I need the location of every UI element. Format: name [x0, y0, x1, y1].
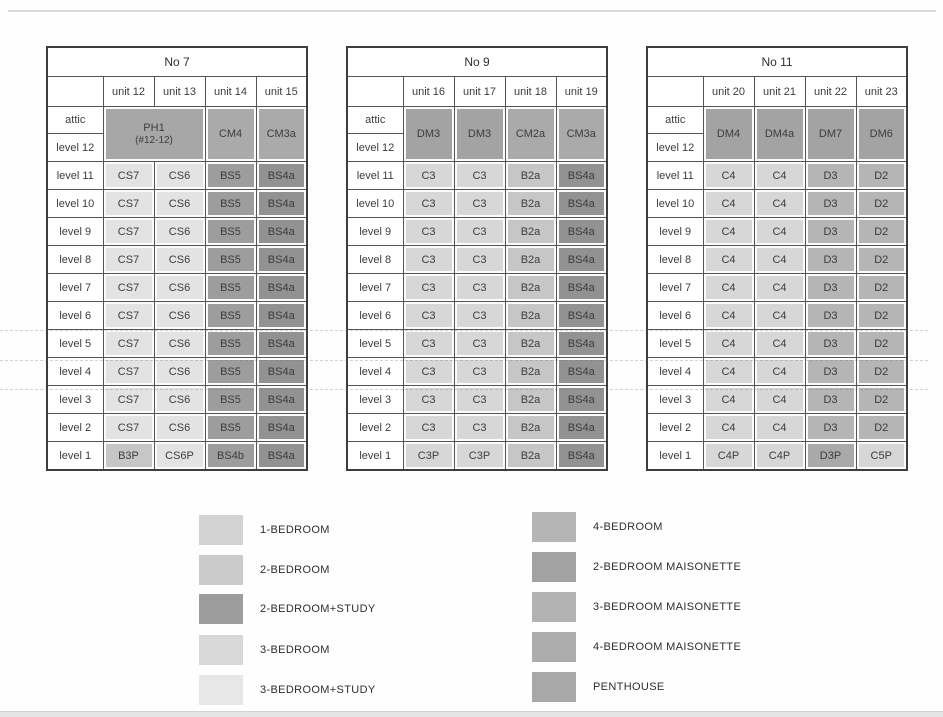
unit-cell: CS7: [103, 246, 154, 274]
table-row: [47, 442, 307, 471]
level-label: level 3: [647, 386, 703, 414]
unit-cell: B2a: [505, 358, 556, 386]
unit-cell: C3: [403, 302, 454, 330]
unit-cell: [856, 107, 907, 162]
unit-cell: C3: [454, 274, 505, 302]
level-label: level 9: [647, 218, 703, 246]
unit-cell: D3: [805, 358, 856, 386]
unit-cell: C4P: [703, 442, 754, 471]
level-label: level 8: [47, 246, 103, 274]
legend-swatch: [532, 552, 576, 582]
unit-cell: BS4a: [256, 218, 307, 246]
level-label: level 3: [47, 386, 103, 414]
unit-cell: BS5: [205, 218, 256, 246]
unit-cell: D2: [856, 386, 907, 414]
legend-label: 3-BEDROOM MAISONETTE: [593, 601, 742, 613]
unit-header: unit 17: [454, 77, 505, 107]
table-row: [647, 162, 907, 190]
unit-cell: D3: [805, 274, 856, 302]
unit-header: unit 16: [403, 77, 454, 107]
level-label: level 10: [647, 190, 703, 218]
unit-cell: BS4a: [556, 442, 607, 471]
unit-cell: [556, 107, 607, 162]
unit-cell: C4: [703, 274, 754, 302]
unit-cell: C3: [454, 246, 505, 274]
unit-cell: C4: [703, 162, 754, 190]
unit-cell: B2a: [505, 414, 556, 442]
level-label: level 2: [47, 414, 103, 442]
unit-cell: D3P: [805, 442, 856, 471]
unit-cell: B2a: [505, 190, 556, 218]
unit-cell: D3: [805, 386, 856, 414]
legend-row: [532, 512, 663, 542]
unit-cell: C4P: [754, 442, 805, 471]
unit-code: CM4: [218, 128, 243, 140]
unit-cell: C3: [403, 274, 454, 302]
table-row: [647, 414, 907, 442]
table-row: [347, 107, 607, 134]
unit-cell: D2: [856, 330, 907, 358]
unit-cell: BS5: [205, 162, 256, 190]
unit-cell: [454, 107, 505, 162]
scan-artifact-dash-line: [0, 330, 928, 331]
unit-code: CM2a: [515, 128, 546, 140]
unit-cell: C4: [703, 246, 754, 274]
unit-cell: C4: [703, 414, 754, 442]
table-row: [47, 246, 307, 274]
unit-cell: [805, 107, 856, 162]
unit-cell: C3: [403, 330, 454, 358]
unit-header: unit 22: [805, 77, 856, 107]
table-row: [347, 246, 607, 274]
table-row: [647, 246, 907, 274]
unit-cell: [403, 107, 454, 162]
table-row: [647, 107, 907, 134]
unit-cell: BS4a: [556, 302, 607, 330]
unit-cell: C3P: [454, 442, 505, 471]
unit-cell: C3: [454, 302, 505, 330]
unit-cell: BS5: [205, 330, 256, 358]
table-row: [47, 414, 307, 442]
table-row: [647, 77, 907, 107]
unit-cell: C3: [454, 218, 505, 246]
legend-swatch: [532, 592, 576, 622]
level-label: level 10: [47, 190, 103, 218]
unit-cell: D3: [805, 330, 856, 358]
unit-cell: B2a: [505, 386, 556, 414]
unit-cell: BS5: [205, 190, 256, 218]
level-label: level 7: [647, 274, 703, 302]
unit-header: unit 13: [154, 77, 205, 107]
unit-cell: C4: [754, 386, 805, 414]
legend-swatch: [532, 512, 576, 542]
level-label: level 1: [347, 442, 403, 471]
table-row: [347, 190, 607, 218]
unit-cell: CS6: [154, 330, 205, 358]
unit-cell: BS4a: [256, 246, 307, 274]
level-label: level 4: [347, 358, 403, 386]
unit-cell: CS6: [154, 274, 205, 302]
level-label: level 6: [347, 302, 403, 330]
level-label: level 5: [647, 330, 703, 358]
corner-cell: [347, 77, 403, 107]
unit-code: CM3a: [566, 128, 596, 140]
unit-cell: C3: [454, 386, 505, 414]
level-label: level 9: [47, 218, 103, 246]
unit-cell: CS7: [103, 386, 154, 414]
level-label: level 7: [347, 274, 403, 302]
unit-cell: C4: [754, 218, 805, 246]
unit-cell: CS6: [154, 190, 205, 218]
legend-swatch: [199, 594, 243, 624]
level-label: attic: [347, 107, 403, 134]
unit-cell: C4: [703, 330, 754, 358]
unit-cell: C3P: [403, 442, 454, 471]
level-label: attic: [647, 107, 703, 134]
level-label: attic: [47, 107, 103, 134]
unit-cell: D2: [856, 414, 907, 442]
unit-cell: CS6P: [154, 442, 205, 471]
table-row: [47, 77, 307, 107]
unit-cell: [103, 107, 205, 162]
unit-code-sub: (#12-12): [135, 135, 173, 146]
unit-cell: C4: [703, 358, 754, 386]
legend-label: 2-BEDROOM: [260, 564, 330, 576]
unit-cell: C3: [403, 190, 454, 218]
unit-cell: CS6: [154, 358, 205, 386]
table-row: [647, 330, 907, 358]
unit-header: unit 18: [505, 77, 556, 107]
unit-cell: BS4a: [256, 386, 307, 414]
unit-cell: BS5: [205, 414, 256, 442]
table-row: [347, 442, 607, 471]
unit-cell: CS6: [154, 386, 205, 414]
unit-code: PH1: [143, 122, 165, 134]
unit-header: unit 15: [256, 77, 307, 107]
legend-row: [199, 635, 330, 665]
table-row: [47, 358, 307, 386]
unit-cell: BS4a: [556, 246, 607, 274]
level-label: level 1: [47, 442, 103, 471]
legend-swatch: [532, 632, 576, 662]
unit-cell: BS4a: [256, 442, 307, 471]
level-label: level 3: [347, 386, 403, 414]
table-row: [647, 47, 907, 77]
unit-cell: BS4a: [256, 274, 307, 302]
level-label: level 9: [347, 218, 403, 246]
legend-row: [199, 555, 330, 585]
block-title: No 11: [647, 47, 907, 77]
level-label: level 12: [47, 134, 103, 162]
unit-cell: C4: [703, 302, 754, 330]
unit-cell: BS4a: [256, 414, 307, 442]
unit-code: DM3: [467, 128, 492, 140]
stack-table-no-11: [646, 46, 908, 471]
unit-cell: CS6: [154, 414, 205, 442]
unit-cell: B2a: [505, 218, 556, 246]
unit-cell: CS6: [154, 162, 205, 190]
legend-swatch: [199, 635, 243, 665]
table-row: [647, 274, 907, 302]
unit-header: unit 20: [703, 77, 754, 107]
unit-cell: C3: [454, 414, 505, 442]
unit-cell: BS5: [205, 386, 256, 414]
unit-cell: [703, 107, 754, 162]
unit-cell: CS6: [154, 302, 205, 330]
table-row: [47, 162, 307, 190]
legend-label: 2-BEDROOM+STUDY: [260, 603, 376, 615]
unit-cell: BS4a: [256, 302, 307, 330]
unit-cell: BS4a: [556, 162, 607, 190]
unit-cell: BS4a: [256, 162, 307, 190]
unit-cell: D2: [856, 358, 907, 386]
unit-cell: C5P: [856, 442, 907, 471]
level-label: level 1: [647, 442, 703, 471]
level-label: level 4: [647, 358, 703, 386]
unit-cell: D3: [805, 162, 856, 190]
scan-artifact-bottom-band: [0, 711, 943, 717]
unit-cell: C3: [403, 162, 454, 190]
unit-cell: BS4a: [556, 218, 607, 246]
unit-cell: CS7: [103, 302, 154, 330]
level-label: level 11: [47, 162, 103, 190]
unit-cell: C3: [403, 246, 454, 274]
table-row: [347, 302, 607, 330]
unit-cell: BS4a: [556, 358, 607, 386]
block-title: No 7: [47, 47, 307, 77]
unit-cell: D3: [805, 302, 856, 330]
unit-cell: BS5: [205, 274, 256, 302]
legend-row: [199, 594, 376, 624]
unit-cell: CS7: [103, 414, 154, 442]
unit-code: DM4: [716, 128, 741, 140]
unit-cell: C4: [754, 274, 805, 302]
unit-header: unit 14: [205, 77, 256, 107]
table-row: [347, 358, 607, 386]
table-row: [647, 302, 907, 330]
legend-row: [532, 632, 741, 662]
table-row: [47, 190, 307, 218]
level-label: level 8: [347, 246, 403, 274]
unit-cell: B3P: [103, 442, 154, 471]
unit-cell: B2a: [505, 302, 556, 330]
unit-cell: [256, 107, 307, 162]
unit-cell: BS4a: [556, 386, 607, 414]
legend-label: PENTHOUSE: [593, 681, 665, 693]
table-row: [647, 442, 907, 471]
unit-code: DM3: [416, 128, 441, 140]
legend-label: 4-BEDROOM: [593, 521, 663, 533]
table-row: [347, 77, 607, 107]
unit-cell: CS7: [103, 358, 154, 386]
unit-cell: CS6: [154, 246, 205, 274]
unit-cell: D2: [856, 302, 907, 330]
unit-cell: BS4a: [556, 274, 607, 302]
unit-cell: CS7: [103, 218, 154, 246]
corner-cell: [647, 77, 703, 107]
unit-cell: D2: [856, 218, 907, 246]
unit-header: unit 21: [754, 77, 805, 107]
unit-cell: C3: [454, 330, 505, 358]
scan-artifact-dash-line: [0, 360, 928, 361]
unit-code: DM4a: [764, 128, 795, 140]
unit-cell: D3: [805, 190, 856, 218]
level-label: level 4: [47, 358, 103, 386]
unit-cell: [505, 107, 556, 162]
legend-swatch: [199, 675, 243, 705]
level-label: level 12: [647, 134, 703, 162]
unit-cell: D2: [856, 190, 907, 218]
unit-cell: BS5: [205, 246, 256, 274]
unit-cell: C3: [403, 358, 454, 386]
unit-cell: BS4b: [205, 442, 256, 471]
legend-label: 3-BEDROOM: [260, 644, 330, 656]
unit-cell: CS7: [103, 274, 154, 302]
stack-table-no-9: [346, 46, 608, 471]
legend-swatch: [199, 555, 243, 585]
block-title: No 9: [347, 47, 607, 77]
unit-cell: C3: [454, 162, 505, 190]
unit-cell: B2a: [505, 442, 556, 471]
level-label: level 6: [47, 302, 103, 330]
unit-cell: D3: [805, 218, 856, 246]
table-row: [47, 47, 307, 77]
unit-cell: C4: [703, 218, 754, 246]
unit-header: unit 23: [856, 77, 907, 107]
table-row: [47, 107, 307, 134]
legend-row: [532, 672, 665, 702]
unit-header: unit 19: [556, 77, 607, 107]
table-row: [647, 190, 907, 218]
unit-code: CM3a: [266, 128, 296, 140]
level-label: level 6: [647, 302, 703, 330]
unit-cell: C4: [754, 330, 805, 358]
table-row: [647, 358, 907, 386]
legend-swatch: [199, 515, 243, 545]
scan-artifact-dash-line: [0, 389, 928, 390]
unit-cell: CS7: [103, 330, 154, 358]
unit-cell: B2a: [505, 330, 556, 358]
unit-cell: B2a: [505, 274, 556, 302]
legend-label: 2-BEDROOM MAISONETTE: [593, 561, 742, 573]
scan-artifact-top-line: [8, 10, 936, 12]
unit-cell: BS5: [205, 358, 256, 386]
unit-cell: B2a: [505, 246, 556, 274]
level-label: level 11: [647, 162, 703, 190]
unit-cell: C4: [754, 190, 805, 218]
unit-cell: C3: [403, 414, 454, 442]
unit-code: DM7: [818, 128, 843, 140]
unit-cell: D2: [856, 246, 907, 274]
unit-cell: B2a: [505, 162, 556, 190]
legend-label: 3-BEDROOM+STUDY: [260, 684, 376, 696]
unit-cell: D3: [805, 414, 856, 442]
unit-cell: BS4a: [256, 358, 307, 386]
legend-row: [199, 515, 330, 545]
level-label: level 2: [347, 414, 403, 442]
table-row: [347, 274, 607, 302]
table-row: [47, 330, 307, 358]
unit-cell: BS4a: [556, 190, 607, 218]
unit-cell: C3: [403, 386, 454, 414]
table-row: [347, 330, 607, 358]
table-row: [47, 218, 307, 246]
legend-row: [199, 675, 376, 705]
level-label: level 10: [347, 190, 403, 218]
unit-cell: D2: [856, 162, 907, 190]
unit-cell: C4: [754, 414, 805, 442]
table-row: [347, 414, 607, 442]
unit-cell: [205, 107, 256, 162]
legend-row: [532, 552, 741, 582]
unit-cell: BS4a: [256, 190, 307, 218]
unit-cell: D2: [856, 274, 907, 302]
unit-cell: BS4a: [256, 330, 307, 358]
level-label: level 5: [47, 330, 103, 358]
table-row: [47, 274, 307, 302]
legend-row: [532, 592, 741, 622]
stack-table-no-7: [46, 46, 308, 471]
unit-cell: CS6: [154, 218, 205, 246]
unit-cell: CS7: [103, 190, 154, 218]
level-label: level 11: [347, 162, 403, 190]
level-label: level 5: [347, 330, 403, 358]
legend-swatch: [532, 672, 576, 702]
unit-header: unit 12: [103, 77, 154, 107]
unit-cell: C4: [754, 246, 805, 274]
unit-cell: C3: [454, 358, 505, 386]
unit-cell: D3: [805, 246, 856, 274]
level-label: level 7: [47, 274, 103, 302]
unit-cell: C3: [403, 218, 454, 246]
table-row: [347, 218, 607, 246]
legend-label: 1-BEDROOM: [260, 524, 330, 536]
legend-label: 4-BEDROOM MAISONETTE: [593, 641, 742, 653]
unit-cell: C4: [703, 190, 754, 218]
corner-cell: [47, 77, 103, 107]
unit-cell: C4: [754, 162, 805, 190]
unit-cell: [754, 107, 805, 162]
level-label: level 2: [647, 414, 703, 442]
table-row: [647, 218, 907, 246]
unit-cell: BS5: [205, 302, 256, 330]
unit-cell: BS4a: [556, 330, 607, 358]
unit-cell: C3: [454, 190, 505, 218]
unit-cell: CS7: [103, 162, 154, 190]
table-row: [47, 302, 307, 330]
unit-code: DM6: [869, 128, 893, 140]
table-row: [347, 162, 607, 190]
unit-cell: C4: [754, 302, 805, 330]
unit-cell: BS4a: [556, 414, 607, 442]
table-row: [347, 47, 607, 77]
level-label: level 8: [647, 246, 703, 274]
unit-cell: C4: [754, 358, 805, 386]
unit-cell: C4: [703, 386, 754, 414]
level-label: level 12: [347, 134, 403, 162]
